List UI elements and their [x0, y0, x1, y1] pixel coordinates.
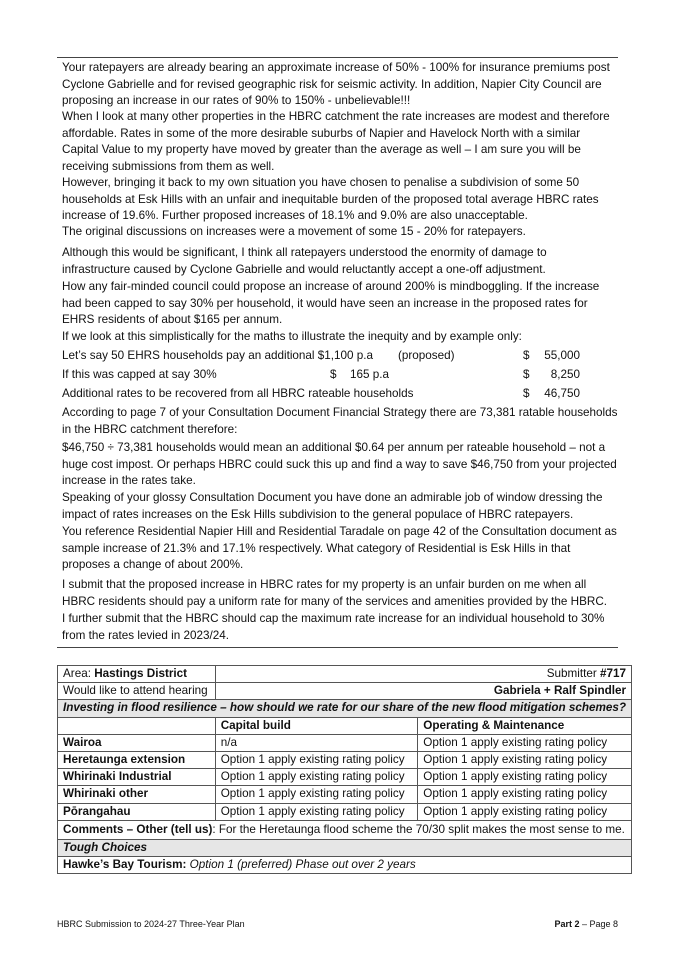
- calc-mid: 165 p.a: [350, 368, 389, 381]
- operating-value: Option 1 apply existing rating policy: [418, 734, 632, 751]
- currency-symbol: $: [523, 368, 530, 381]
- scheme-name: Whirinaki Industrial: [58, 769, 216, 786]
- header-capital: Capital build: [215, 717, 418, 734]
- calc-note: (proposed): [398, 349, 455, 362]
- operating-value: Option 1 apply existing rating policy: [418, 769, 632, 786]
- calc-label: Let’s say 50 EHRS households pay an additional $1,100 p.a: [62, 349, 374, 362]
- top-rule: [57, 57, 618, 58]
- hearing-cell: Would like to attend hearing: [58, 683, 216, 700]
- paragraph-glossy: Speaking of your glossy Consultation Document you have done an admirable job of window dressing the impact of rates increases on the Esk Hills subdivision to the general populace of HBRC ratepayers.: [62, 491, 603, 521]
- paragraph-insurance: Your ratepayers are already bearing an approximate increase of 50% - 100% for insurance premiums post Cyclone Gabrielle and for revised geographic risk for seismic activity. In addition, Napier City Council are proposing an increase in our rates of 90% to 150% - unbelievable!!!: [62, 61, 610, 107]
- capital-value: Option 1 apply existing rating policy: [215, 803, 418, 820]
- footer-left: HBRC Submission to 2024-27 Three-Year Plan: [57, 919, 245, 929]
- calc-row-capped: [62, 367, 580, 383]
- paragraph-submit-1: I submit that the proposed increase in HBRC rates for my property is an unfair burden on me when all HBRC residents should pay a uniform rate for many of the services and amenities provided by the HBRC.: [62, 578, 608, 608]
- operating-value: Option 1 apply existing rating policy: [418, 751, 632, 768]
- paragraph-significant: Although this would be significant, I think all ratepayers understood the enormity of damage to infrastructure caused by Cyclone Gabrielle and would reluctantly accept a one-off adjustment.: [62, 246, 547, 276]
- paragraph-original-discussions: The original discussions on increases were a movement of some 15 - 20% for ratepayers.: [62, 225, 526, 238]
- operating-value: Option 1 apply existing rating policy: [418, 803, 632, 820]
- area-cell: Area: Hastings District: [58, 666, 216, 683]
- table-row: [58, 751, 632, 768]
- calc-amount: 55,000: [544, 349, 580, 362]
- submission-table: [57, 665, 627, 874]
- paragraph-fair-minded: How any fair-minded council could propose an increase of around 200% is mindboggling. If the increase had been capped to say 30% per household, it would have seen an increase in the proposed rates for EHRS residents of about $165 per annum.: [62, 280, 600, 326]
- calc-amount: 46,750: [544, 387, 580, 400]
- scheme-name: Heretaunga extension: [58, 751, 216, 768]
- area-value: Hastings District: [94, 667, 188, 681]
- calc-label: Additional rates to be recovered from all HBRC rateable households: [62, 387, 414, 400]
- scheme-name: Whirinaki other: [58, 786, 216, 803]
- calc-row-additional: [62, 386, 580, 402]
- calc-amount: 8,250: [550, 368, 580, 381]
- scheme-name: Wairoa: [58, 734, 216, 751]
- paragraph-reference: You reference Residential Napier Hill and Residential Taradale on page 42 of the Consultation document as sample increase of 21.3% and 17.1% respectively. What category of Residential is Esk Hills in that proposes a change of about 200%.: [62, 525, 617, 571]
- capital-value: n/a: [215, 734, 418, 751]
- capital-value: Option 1 apply existing rating policy: [215, 751, 418, 768]
- tourism-row: [58, 857, 632, 874]
- paragraph-division: $46,750 ÷ 73,381 households would mean an additional $0.64 per annum per rateable household – not a huge cost impost. Or perhaps HBRC could suck this up and find a way to save $46,750 from your projected increase in the rates take.: [62, 441, 617, 487]
- section-rule: [57, 647, 618, 648]
- footer-right: [554, 919, 618, 929]
- calc-row-proposed: [62, 348, 580, 364]
- currency-symbol: $: [523, 387, 530, 400]
- submitter-name: Gabriela + Ralf Spindler: [215, 683, 631, 700]
- tourism-value: Option 1 (preferred) Phase out over 2 years: [186, 858, 416, 872]
- capital-value: Option 1 apply existing rating policy: [215, 786, 418, 803]
- footer-page: – Page 8: [579, 919, 618, 929]
- currency-symbol: $: [523, 349, 530, 362]
- submitter-number: #717: [600, 667, 627, 681]
- tourism-label: Hawke’s Bay Tourism:: [63, 858, 187, 872]
- comments-label: Comments – Other (tell us): [63, 822, 213, 836]
- submitter-cell: Submitter #717: [215, 666, 631, 683]
- header-empty: [58, 717, 216, 734]
- table-row: [58, 803, 632, 820]
- table-row: [58, 769, 632, 786]
- tough-choices-row: Tough Choices: [58, 839, 632, 856]
- operating-value: Option 1 apply existing rating policy: [418, 786, 632, 803]
- question-row: Investing in flood resilience – how should we rate for our share of the new flood mitigation schemes?: [58, 700, 632, 717]
- paragraph-submit-2: I further submit that the HBRC should cap the maximum rate increase for an individual household to 30% from the rates levied in 2023/24.: [62, 612, 605, 642]
- comments-row: [58, 820, 632, 839]
- paragraph-maths-intro: If we look at this simplistically for the maths to illustrate the inequity and by example only:: [62, 330, 522, 343]
- comments-text: : For the Heretaunga flood scheme the 70/30 split makes the most sense to me.: [212, 822, 625, 836]
- paragraph-esk-hills: However, bringing it back to my own situation you have chosen to penalise a subdivision of some 50 households at Esk Hills with an unfair and inequitable burden of the proposed total average HBRC rates increase of 19.6%. Further proposed increases of 18.1% and 9.0% are also unacceptable.: [62, 176, 599, 222]
- paragraph-page-7: According to page 7 of your Consultation Document Financial Strategy there are 73,381 ratable households in the HBRC catchment therefore:: [62, 406, 618, 436]
- paragraph-other-properties: When I look at many other properties in the HBRC catchment the rate increases are modest and therefore affordable. Rates in some of the more desirable suburbs of Napier and Havelock North with a similar Capital Value to my property have moved by greater than the average as well – I am sure you will be receiving submissions from them as well.: [62, 110, 610, 173]
- calc-label: If this was capped at say 30%: [62, 368, 217, 381]
- scheme-name: Pōrangahau: [58, 803, 216, 820]
- footer-part: Part 2: [554, 919, 580, 929]
- capital-value: Option 1 apply existing rating policy: [215, 769, 418, 786]
- table-row: [58, 786, 632, 803]
- table-row: [58, 734, 632, 751]
- header-operating: Operating & Maintenance: [418, 717, 632, 734]
- currency-symbol: $: [330, 368, 337, 381]
